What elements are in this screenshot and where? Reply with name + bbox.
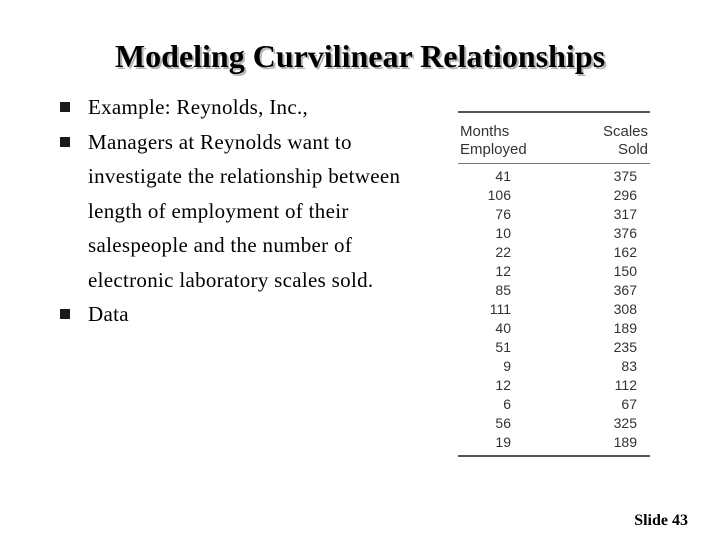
scales-sold-cell: 83 [621,358,637,374]
table-row [458,262,650,281]
bullet-item [60,297,430,332]
table-row [458,357,650,376]
scales-sold-cell: 308 [613,301,637,317]
scales-sold-cell: 317 [613,206,637,222]
months-employed-cell: 106 [487,187,511,203]
bullet-text: Managers at Reynolds want to investigate the relationship between length of employment of their salespeople and the number of electronic laboratory scales sold. [88,129,401,292]
scales-sold-cell: 325 [613,415,637,431]
months-employed-cell: 76 [495,206,511,222]
months-employed-cell: 85 [495,282,511,298]
months-employed-cell: 10 [495,225,511,241]
table-row [458,281,650,300]
months-employed-cell: 12 [495,377,511,393]
scales-sold-cell: 162 [613,244,637,260]
table-bottom-rule [458,455,650,457]
table-row [458,319,650,338]
square-bullet-icon [60,309,70,319]
scales-sold-cell: 112 [614,377,637,393]
square-bullet-icon [60,137,70,147]
table-row [458,224,650,243]
bullet-list [60,90,430,332]
table-row [458,205,650,224]
bullet-item [60,90,430,125]
months-employed-cell: 40 [495,320,511,336]
bullet-text: Data [88,302,129,326]
months-employed-cell: 41 [495,168,511,184]
slide-number: Slide 43 [634,512,688,529]
scales-sold-cell: 376 [613,225,637,241]
table-row [458,186,650,205]
data-table [458,111,650,457]
months-employed-cell: 19 [495,434,511,450]
scales-sold-cell: 367 [613,282,637,298]
column-header-months: Months Employed [460,123,527,158]
table-header [458,113,650,159]
scales-sold-cell: 189 [613,434,637,450]
months-employed-cell: 51 [495,339,511,355]
slide-title: Modeling Curvilinear Relationships [114,38,606,74]
scales-sold-cell: 189 [613,320,637,336]
scales-sold-cell: 67 [621,396,637,412]
months-employed-cell: 9 [503,358,511,374]
square-bullet-icon [60,102,70,112]
table-row [458,414,650,433]
months-employed-cell: 111 [489,301,511,317]
table-body [458,164,650,452]
table-row [458,395,650,414]
months-employed-cell: 56 [495,415,511,431]
scales-sold-cell: 235 [613,339,637,355]
table-row [458,376,650,395]
scales-sold-cell: 296 [613,187,637,203]
scales-sold-cell: 150 [613,263,637,279]
months-employed-cell: 12 [495,263,511,279]
table-row [458,433,650,452]
column-header-scales: Scales Sold [602,123,648,158]
table-row [458,167,650,186]
table-row [458,338,650,357]
bullet-item [60,125,430,298]
months-employed-cell: 22 [495,244,511,260]
bullet-text: Example: Reynolds, Inc., [88,95,309,119]
months-employed-cell: 6 [503,396,511,412]
scales-sold-cell: 375 [613,168,637,184]
table-row [458,243,650,262]
table-row [458,300,650,319]
